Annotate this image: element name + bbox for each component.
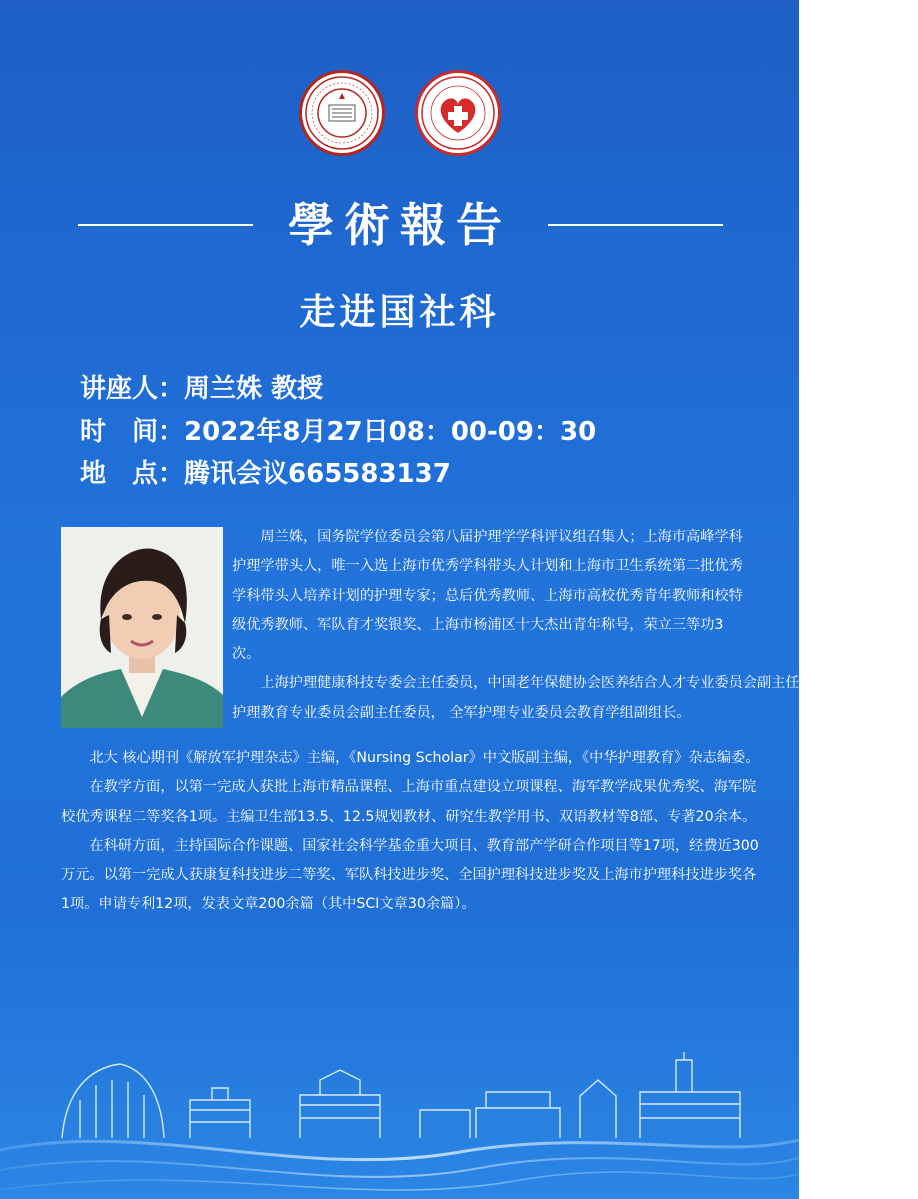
speaker-label: 讲座人： (80, 374, 185, 404)
bio-paragraph: 周兰姝，国务院学位委员会第八届护理学学科评议组召集人；上海市高峰学科护理学带头人，唯一入选上海市优秀学科带头人计划和上海市卫生系统第二批优秀学科带头人培养计划的护理专家；总后优秀教师、上海市高校优秀青年教师和校特级优秀教师、军队育才奖银奖、上海市杨浦区十大杰出青年称号，荣立三等功3次。 (232, 529, 743, 663)
bio-paragraph: 北大 核心期刊《解放军护理杂志》主编，《Nursing Scholar》中文版副主编，《中华护理教育》杂志编委。 (89, 750, 760, 766)
bio-paragraph: 上海护理健康科技专委会主任委员，中国老年保健协会医养结合人才专业委员会副主任委员，研究型医院护理教育专业委员会副主任委员， 全军护理专业委员会教育学组副组长。 (232, 675, 914, 721)
place-value: 腾讯会议665583137 (184, 459, 451, 489)
place-line (80, 456, 451, 492)
speaker-value: 周兰姝 教授 (184, 374, 324, 404)
bio-paragraph: 在科研方面，主持国际合作课题、国家社会科学基金重大项目、教育部产学研合作项目等17项，经费近300万元。以第一完成人获康复科技进步二等奖、军队科技进步奖、全国护理科技进步奖及上海市护理科技进步奖各1项。申请专利12项，发表文章200余篇（其中SCI文章30余篇）。 (61, 837, 759, 913)
report-header (0, 195, 799, 255)
time-label: 时 间： (80, 417, 185, 447)
main-title: 學術報告 (288, 198, 512, 252)
speaker-portrait (61, 527, 223, 728)
time-line (80, 414, 596, 450)
time-value: 2022年8月27日08：00-09：30 (184, 417, 597, 447)
lecture-topic: 走进国社科 (299, 291, 500, 333)
bio-paragraph: 在教学方面，以第一完成人获批上海市精品课程、上海市重点建设立项课程、海军教学成果优秀奖、海军院校优秀课程二等奖各1项。主编卫生部13.5、12.5规划教材、研究生教学用书、双语教材等8部、专著20余本。 (61, 779, 757, 825)
logo-row (0, 70, 799, 160)
header-rule-right (548, 224, 723, 226)
bio-top-block (232, 523, 914, 728)
speaker-line (80, 371, 323, 407)
campus-skyline-graphic (0, 1040, 799, 1199)
place-label: 地 点： (80, 459, 185, 489)
bio-bottom-block (61, 744, 761, 920)
university-seal-logo (299, 70, 385, 156)
header-rule-left (78, 224, 253, 226)
nursing-school-seal-logo (415, 70, 501, 156)
